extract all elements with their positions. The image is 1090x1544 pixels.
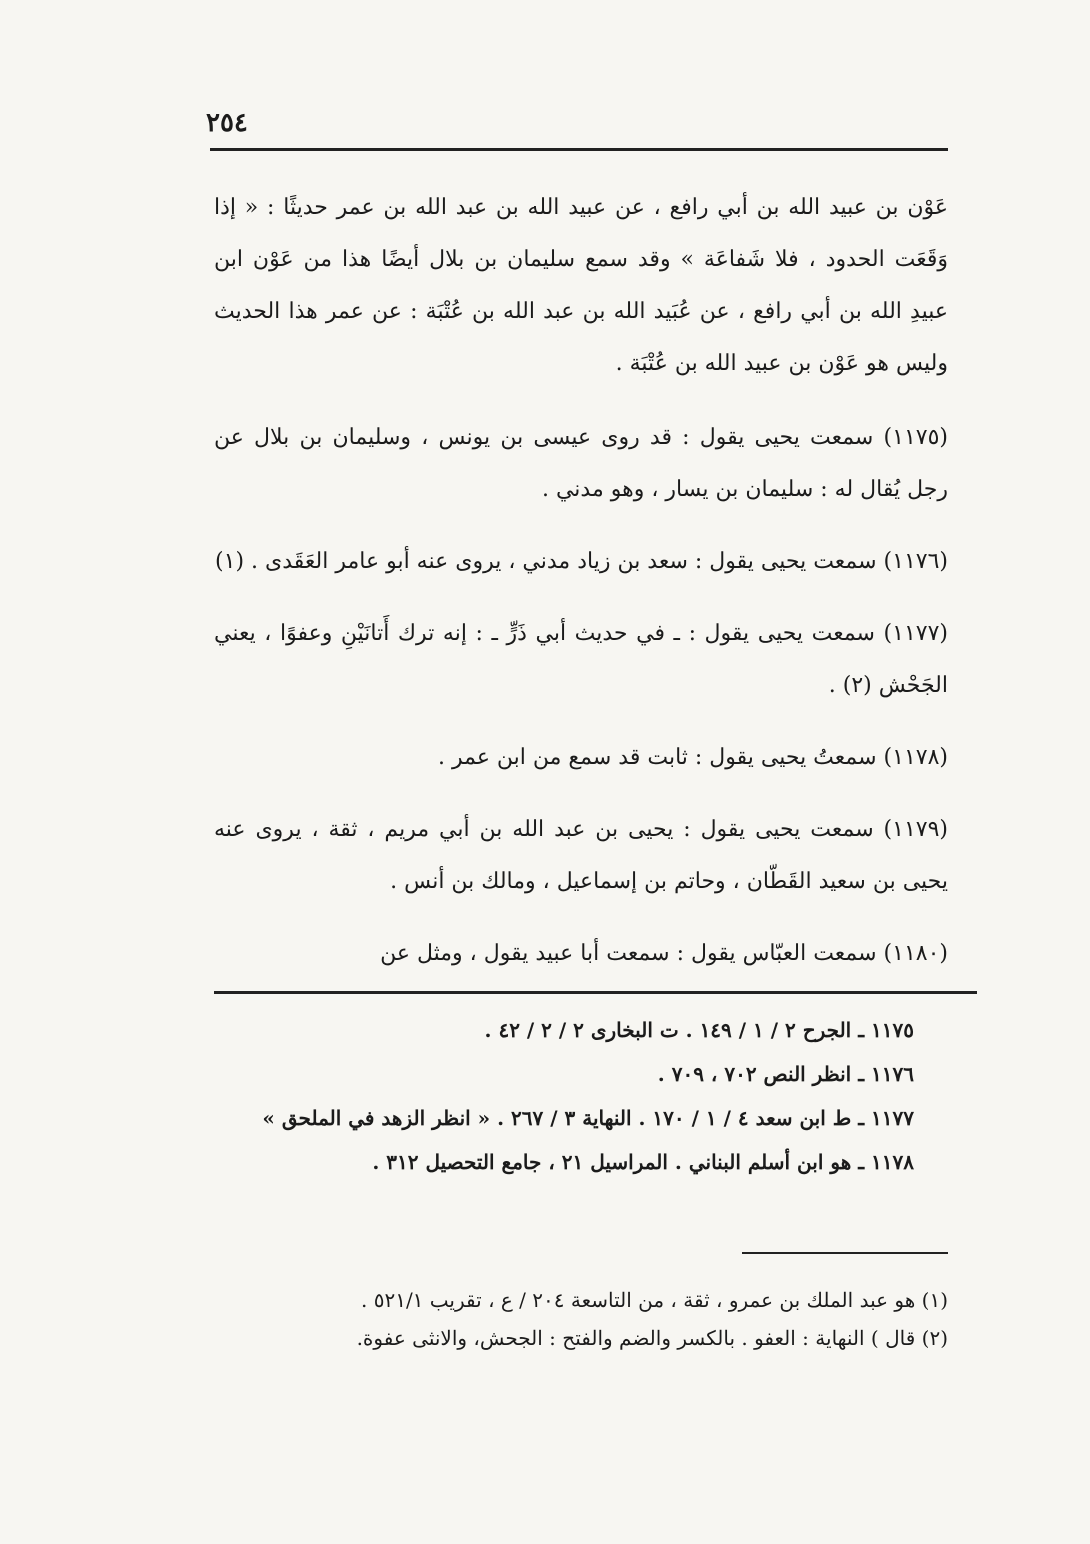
note-1177: ١١٧٧ ـ ط ابن سعد ٤ / ١ / ١٧٠ . النهاية ٣ / ٢٦٧ . « انظر الزهد في الملحق » <box>262 1106 914 1130</box>
paragraph-1180: (١١٨٠) سمعت العبّاس يقول : سمعت أبا عبيد يقول ، ومثل عن <box>380 941 948 966</box>
note-1178: ١١٧٨ ـ هو ابن أسلم البناني . المراسيل ٢١ ، جامع التحصيل ٣١٢ . <box>372 1150 914 1174</box>
note-1175: ١١٧٥ ـ الجرح ٢ / ١ / ١٤٩ . ت البخارى ٢ / ٢ / ٤٢ . <box>484 1018 914 1042</box>
main-text <box>214 182 948 1000</box>
paragraph-continuation: عَوْن بن عبيد الله بن أبي رافع ، عن عبيد الله بن عبد الله بن عمر حديثًا : « إذا وَقَعَت الحدود ، فلا شَفاعَة » وقد سمع سليمان بن بلال أيضًا هذا من عَوْن ابن عبيدِ الله بن أبي رافع ، عن عُبَيد الله بن عبد الله بن عُتْبَة : عن عمر هذا الحديث وليس هو عَوْن بن عبيد الله بن عُتْبَة . <box>214 195 948 376</box>
footnotes <box>206 1284 948 1360</box>
page-number: ٢٥٤ <box>206 108 248 138</box>
header-rule <box>210 148 948 151</box>
note-1176: ١١٧٦ ـ انظر النص ٧٠٢ ، ٧٠٩ . <box>657 1062 914 1086</box>
editor-notes <box>214 1008 914 1184</box>
footnote-2: (٢) قال ) النهاية : العفو . بالكسر والضم والفتح : الجحش، والانثى عفوة. <box>356 1326 948 1350</box>
footnote-rule <box>742 1252 948 1254</box>
paragraph-1177: (١١٧٧) سمعت يحيى يقول : ـ في حديث أبي ذَرٍّ ـ : إنه ترك أَتانَيْنِ وعفوًا ، يعني الجَحْش (٢) . <box>214 621 948 698</box>
paragraph-1178: (١١٧٨) سمعتُ يحيى يقول : ثابت قد سمع من ابن عمر . <box>437 745 948 770</box>
paragraph-1175: (١١٧٥) سمعت يحيى يقول : قد روى عيسى بن يونس ، وسليمان بن بلال عن رجل يُقال له : سليمان بن يسار ، وهو مدني . <box>214 425 948 502</box>
footnote-1: (١) هو عبد الملك بن عمرو ، ثقة ، من التاسعة ٢٠٤ / ع ، تقريب ٥٢١/١ . <box>361 1288 948 1312</box>
paragraph-1179: (١١٧٩) سمعت يحيى يقول : يحيى بن عبد الله بن أبي مريم ، ثقة ، يروى عنه يحيى بن سعيد القَطّان ، وحاتم بن إسماعيل ، ومالك بن أنس . <box>214 817 948 894</box>
paragraph-1176: (١١٧٦) سمعت يحيى يقول : سعد بن زياد مدني ، يروى عنه أبو عامر العَقَدى . (١) <box>215 549 948 574</box>
notes-rule <box>214 991 977 994</box>
